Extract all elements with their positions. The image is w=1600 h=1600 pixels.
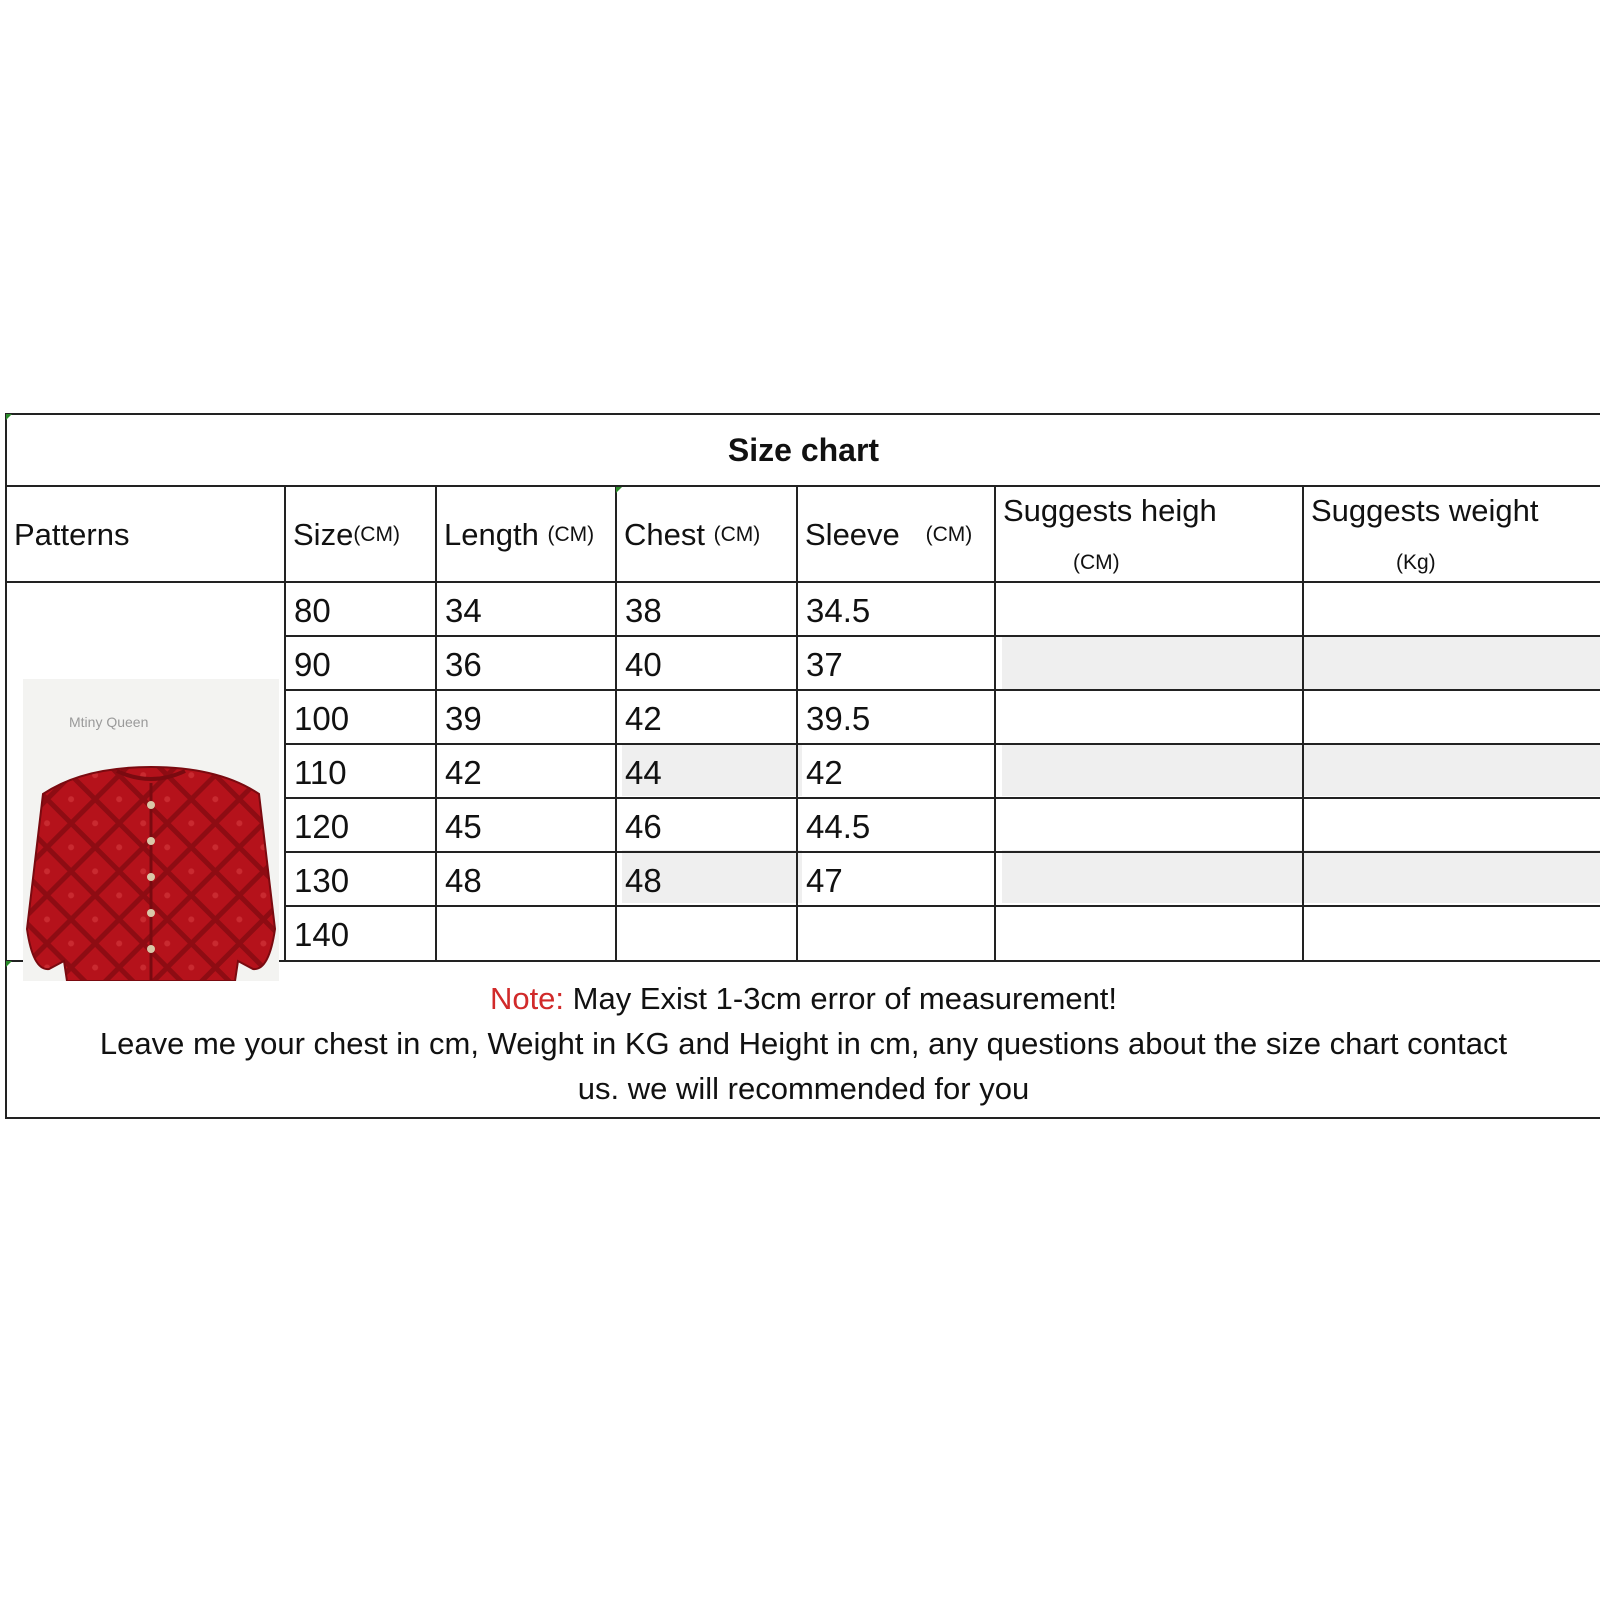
cell-height (996, 690, 1004, 744)
header-label: Suggests weight (1311, 493, 1539, 528)
header-unit: (CM) (925, 522, 973, 546)
cell-weight (1304, 636, 1312, 690)
cell-length: 48 (445, 862, 482, 899)
size-grid (7, 487, 1600, 962)
header-unit: (CM) (547, 522, 595, 546)
cell-weight (1304, 852, 1312, 906)
header-size (286, 487, 435, 582)
header-sleeve (798, 487, 994, 582)
cell-size: 80 (294, 592, 331, 629)
cell-length (437, 906, 445, 960)
cell-length: 34 (445, 592, 482, 629)
cell-chest: 38 (625, 592, 662, 629)
header-length (437, 487, 615, 582)
cell-size: 130 (294, 862, 350, 899)
note-line (7, 976, 1600, 1021)
cell-height (996, 852, 1004, 906)
header-unit: (Kg) (1396, 551, 1436, 574)
cell-sleeve: 47 (806, 862, 843, 899)
header-patterns (7, 487, 284, 582)
cell-sleeve: 39.5 (806, 700, 871, 737)
cell-sleeve: 37 (806, 646, 843, 683)
cell-height (996, 582, 1004, 636)
header-label: Sleeve (805, 516, 900, 552)
cell-chest: 48 (625, 862, 662, 899)
header-unit: (CM) (713, 522, 761, 546)
product-image (23, 679, 279, 981)
cell-size: 110 (294, 754, 347, 791)
cell-chest (617, 906, 625, 960)
note-line: us. we will recommended for you (577, 1071, 1030, 1106)
cell-sleeve: 44.5 (806, 808, 871, 845)
cell-length: 39 (445, 700, 482, 737)
cell-sleeve: 34.5 (806, 592, 871, 629)
cell-chest: 44 (625, 754, 662, 791)
cell-weight (1304, 744, 1312, 798)
measurement-note (7, 962, 1600, 1119)
cell-length: 42 (445, 754, 482, 791)
note-text: May Exist 1-3cm error of measurement! (564, 981, 1118, 1016)
row-shade (1002, 850, 1600, 903)
header-label: Chest (624, 516, 705, 552)
header-suggested-weight (1304, 487, 1600, 582)
cell-height (996, 744, 1004, 798)
cell-sleeve (798, 906, 806, 960)
cell-length: 45 (445, 808, 482, 845)
header-unit: (CM) (353, 522, 400, 546)
red-cardigan-illustration (23, 679, 279, 981)
cell-weight (1304, 582, 1312, 636)
cell-weight (1304, 906, 1312, 960)
cell-size: 120 (294, 808, 350, 845)
cell-size: 140 (294, 916, 350, 953)
cell-chest: 42 (625, 700, 662, 737)
row-shade (1002, 743, 1600, 796)
cell-height (996, 906, 1004, 960)
brand-watermark: Mtiny Queen (69, 714, 149, 730)
cell-chest: 46 (625, 808, 662, 845)
cell-length: 36 (445, 646, 482, 683)
cell-sleeve: 42 (806, 754, 843, 791)
header-label: Length (444, 516, 539, 552)
header-label: Size (293, 516, 354, 552)
header-label: Patterns (14, 516, 130, 552)
cell-weight (1304, 690, 1312, 744)
header-suggested-height (996, 487, 1302, 582)
header-chest (617, 487, 796, 582)
note-line: Leave me your chest in cm, Weight in KG and Height in cm, any questions about the size chart contact (99, 1026, 1508, 1061)
cell-height (996, 798, 1004, 852)
chart-title: Size chart (7, 415, 1600, 487)
cell-size: 100 (294, 700, 350, 737)
note-label: Note: (489, 981, 565, 1016)
row-shade (1002, 636, 1600, 689)
cell-weight (1304, 798, 1312, 852)
cell-chest: 40 (625, 646, 662, 683)
cell-height (996, 636, 1004, 690)
cell-size: 90 (294, 646, 331, 683)
header-unit: (CM) (1073, 551, 1120, 574)
size-chart-table (5, 413, 1600, 1119)
header-label: Suggests heigh (1003, 493, 1217, 528)
